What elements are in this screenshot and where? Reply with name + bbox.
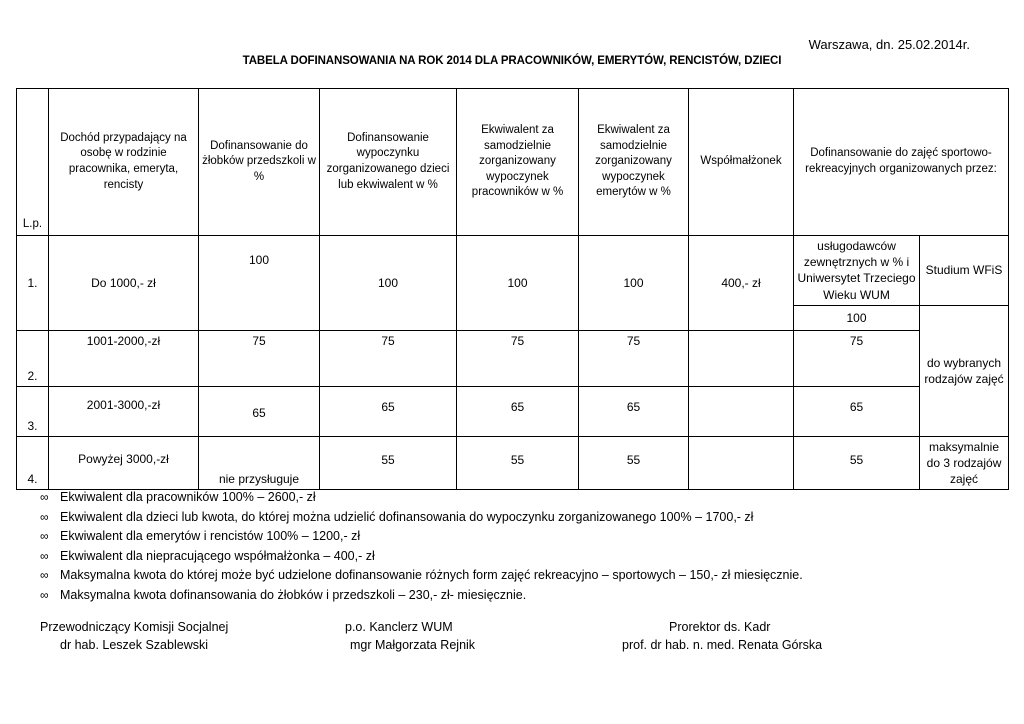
row1-income: Do 1000,- zł — [49, 236, 199, 331]
signature-role: p.o. Kanclerz WUM — [345, 620, 453, 634]
row2-income: 1001-2000,-zł — [49, 330, 199, 386]
subsidy-table — [16, 88, 1009, 490]
row1-spouse: 400,- zł — [689, 236, 794, 331]
header-employees: Ekwiwalent za samodzielnie zorganizowany wypoczynek pracowników w % — [457, 89, 579, 236]
row1-lp: 1. — [17, 236, 49, 331]
row2-lp: 2. — [17, 330, 49, 386]
list-item — [40, 488, 803, 508]
row1-nursery: 100 — [199, 236, 320, 331]
table-row — [17, 386, 1009, 436]
sport-selected-note: do wybranych rodzajów zajęć — [920, 305, 1009, 436]
list-item — [40, 508, 803, 528]
table-row — [17, 236, 1009, 306]
header-retirees: Ekwiwalent za samodzielnie zorganizowany wypoczynek emerytów w % — [579, 89, 689, 236]
signature-person: dr hab. Leszek Szablewski — [60, 638, 208, 652]
row2-spouse — [689, 330, 794, 386]
row1-retirees: 100 — [579, 236, 689, 331]
row4-income: Powyżej 3000,-zł — [49, 436, 199, 490]
row1-employees: 100 — [457, 236, 579, 331]
infinity-bullet-icon: ∞ — [40, 548, 49, 563]
infinity-bullet-icon: ∞ — [40, 490, 49, 504]
row2-employees: 75 — [457, 330, 579, 386]
note-text: Ekwiwalent dla dzieci lub kwota, do której można udzielić dofinansowania do wypoczynku zorganizowanego 100% – 1700,- zł — [60, 509, 754, 524]
note-text: Maksymalna kwota dofinansowania do żłobków i przedszkoli – 230,- zł- miesięcznie. — [60, 587, 527, 602]
header-lp: L.p. — [17, 89, 49, 236]
row3-sport: 65 — [794, 386, 920, 436]
list-item — [40, 566, 803, 586]
notes-list — [40, 488, 803, 605]
row4-employees: 55 — [457, 436, 579, 490]
row2-nursery: 75 — [199, 330, 320, 386]
infinity-bullet-icon: ∞ — [40, 568, 49, 582]
row3-employees: 65 — [457, 386, 579, 436]
row3-income: 2001-3000,-zł — [49, 386, 199, 436]
header-nursery: Dofinansowanie do żłobków przedszkoli w % — [199, 89, 320, 236]
sport-max3-note: maksymalnie do 3 rodzajów zajęć — [920, 436, 1009, 490]
sport-studium-header: Studium WFiS — [920, 236, 1009, 306]
table-row — [17, 436, 1009, 490]
signature-middle — [345, 618, 475, 654]
list-item — [40, 547, 803, 567]
row4-sport: 55 — [794, 436, 920, 490]
infinity-bullet-icon: ∞ — [40, 587, 49, 602]
note-text: Ekwiwalent dla pracowników 100% – 2600,- zł — [60, 490, 316, 504]
row3-retirees: 65 — [579, 386, 689, 436]
document-date: Warszawa, dn. 25.02.2014r. — [808, 37, 970, 52]
row4-nursery: nie przysługuje — [199, 436, 320, 490]
header-spouse: Współmałżonek — [689, 89, 794, 236]
row4-lp: 4. — [17, 436, 49, 490]
signature-role: Przewodniczący Komisji Socjalnej — [40, 620, 229, 634]
header-sport: Dofinansowanie do zajęć sportowo-rekreacyjnych organizowanych przez: — [794, 89, 1009, 236]
signature-right — [622, 618, 822, 654]
signature-left — [40, 618, 228, 654]
note-text: Maksymalna kwota do której może być udzielone dofinansowanie różnych form zajęć rekreacyjno – sportowych – 150,- zł miesięcznie. — [60, 568, 803, 582]
document-title: TABELA DOFINANSOWANIA NA ROK 2014 DLA PRACOWNIKÓW, EMERYTÓW, RENCISTÓW, DZIECI — [242, 55, 782, 67]
infinity-bullet-icon: ∞ — [40, 509, 49, 524]
row3-nursery: 65 — [199, 386, 320, 436]
header-children: Dofinansowanie wypoczynku zorganizowanego dzieci lub ekwiwalent w % — [320, 89, 457, 236]
row3-spouse — [689, 386, 794, 436]
header-income: Dochód przypadający na osobę w rodzinie pracownika, emeryta, rencisty — [49, 89, 199, 236]
row4-retirees: 55 — [579, 436, 689, 490]
row4-spouse — [689, 436, 794, 490]
row1-children: 100 — [320, 236, 457, 331]
row2-retirees: 75 — [579, 330, 689, 386]
row2-sport: 75 — [794, 330, 920, 386]
signature-person: mgr Małgorzata Rejnik — [350, 638, 476, 652]
list-item — [40, 527, 803, 547]
signature-role: Prorektor ds. Kadr — [669, 620, 771, 634]
note-text: Ekwiwalent dla emerytów i rencistów 100% – 1200,- zł — [60, 529, 361, 543]
infinity-bullet-icon: ∞ — [40, 529, 49, 543]
table-header-row — [17, 89, 1009, 236]
note-text: Ekwiwalent dla niepracującego współmałżonka – 400,- zł — [60, 548, 375, 563]
sport-external-header: usługodawców zewnętrznych w % i Uniwersytet Trzeciego Wieku WUM — [794, 236, 920, 306]
row4-children: 55 — [320, 436, 457, 490]
row3-children: 65 — [320, 386, 457, 436]
row3-lp: 3. — [17, 386, 49, 436]
row1-sport: 100 — [794, 305, 920, 330]
list-item — [40, 586, 803, 606]
table-row — [17, 330, 1009, 386]
signature-person: prof. dr hab. n. med. Renata Górska — [622, 638, 823, 652]
row2-children: 75 — [320, 330, 457, 386]
